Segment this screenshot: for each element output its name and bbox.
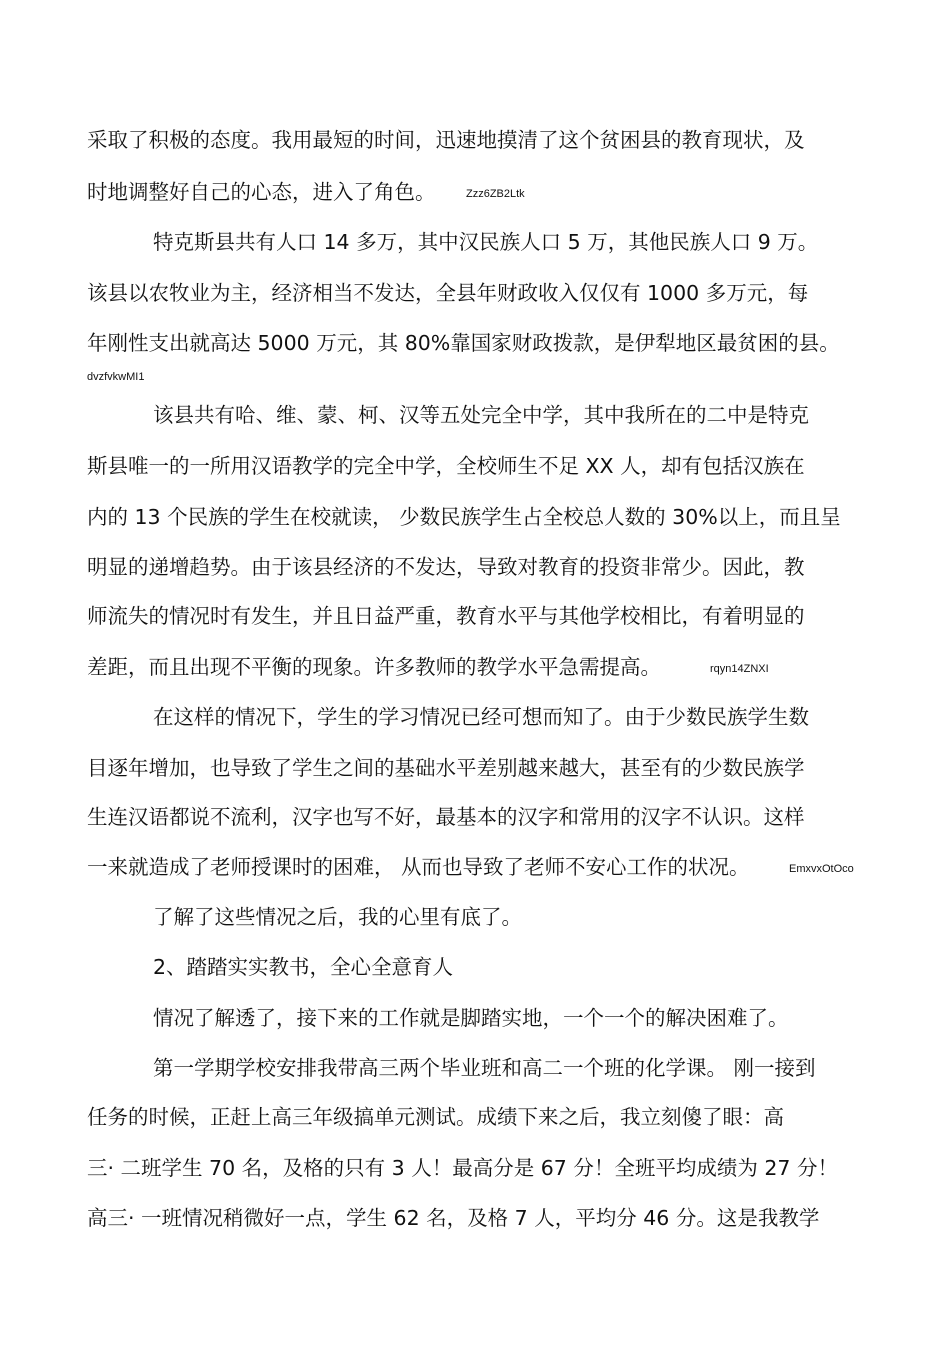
watermark-code: EmxvxOtOco <box>789 863 854 875</box>
section-heading: 2、踏踏实实教书，全心全意育人 <box>153 955 454 979</box>
text-line: 该县以农牧业为主，经济相当不发达，全县年财政收入仅仅有 1000 多万元，每 <box>87 281 809 305</box>
text-line: 该县共有哈、维、蒙、柯、汉等五处完全中学，其中我所在的二中是特克 <box>153 403 809 427</box>
text-line: 采取了积极的态度。我用最短的时间，迅速地摸清了这个贫困县的教育现状，及 <box>87 128 805 152</box>
watermark-code: dvzfvkwMI1 <box>87 371 145 383</box>
text-line: 任务的时候，正赶上高三年级搞单元测试。成绩下来之后，我立刻傻了眼：高 <box>87 1105 784 1129</box>
text-line: 情况了解透了，接下来的工作就是脚踏实地，一个一个的解决困难了。 <box>153 1006 789 1030</box>
text-line: 斯县唯一的一所用汉语教学的完全中学，全校师生不足 XX 人，却有包括汉族在 <box>87 454 805 478</box>
watermark-code: rqyn14ZNXI <box>710 663 769 675</box>
text-line: 师流失的情况时有发生，并且日益严重，教育水平与其他学校相比，有着明显的 <box>87 604 805 628</box>
text-line: 了解了这些情况之后，我的心里有底了。 <box>153 905 522 929</box>
text-line: 生连汉语都说不流利，汉字也写不好，最基本的汉字和常用的汉字不认识。这样 <box>87 805 805 829</box>
text-line: 高三· 一班情况稍微好一点，学生 62 名，及格 7 人，平均分 46 分。这是我教学 <box>87 1206 820 1230</box>
text-line: 明显的递增趋势。由于该县经济的不发达，导致对教育的投资非常少。因此，教 <box>87 555 805 579</box>
text-line: 第一学期学校安排我带高三两个毕业班和高二一个班的化学课。 刚一接到 <box>153 1056 816 1080</box>
text-line: 目逐年增加，也导致了学生之间的基础水平差别越来越大，甚至有的少数民族学 <box>87 756 805 780</box>
text-line: 一来就造成了老师授课时的困难， 从而也导致了老师不安心工作的状况。 <box>87 855 750 879</box>
text-line: 内的 13 个民族的学生在校就读， 少数民族学生占全校总人数的 30%以上，而且呈 <box>87 505 841 529</box>
watermark-code: Zzz6ZB2Ltk <box>466 188 525 200</box>
text-line: 三· 二班学生 70 名，及格的只有 3 人！最高分是 67 分！全班平均成绩为 27 分！ <box>87 1156 838 1180</box>
text-line: 特克斯县共有人口 14 多万，其中汉民族人口 5 万，其他民族人口 9 万。 <box>153 230 819 254</box>
text-line: 差距，而且出现不平衡的现象。许多教师的教学水平急需提高。 <box>87 655 661 679</box>
text-line: 在这样的情况下，学生的学习情况已经可想而知了。由于少数民族学生数 <box>153 705 809 729</box>
text-line: 时地调整好自己的心态，进入了角色。 <box>87 180 436 204</box>
text-line: 年刚性支出就高达 5000 万元，其 80%靠国家财政拨款，是伊犁地区最贫困的县。 <box>87 331 840 355</box>
